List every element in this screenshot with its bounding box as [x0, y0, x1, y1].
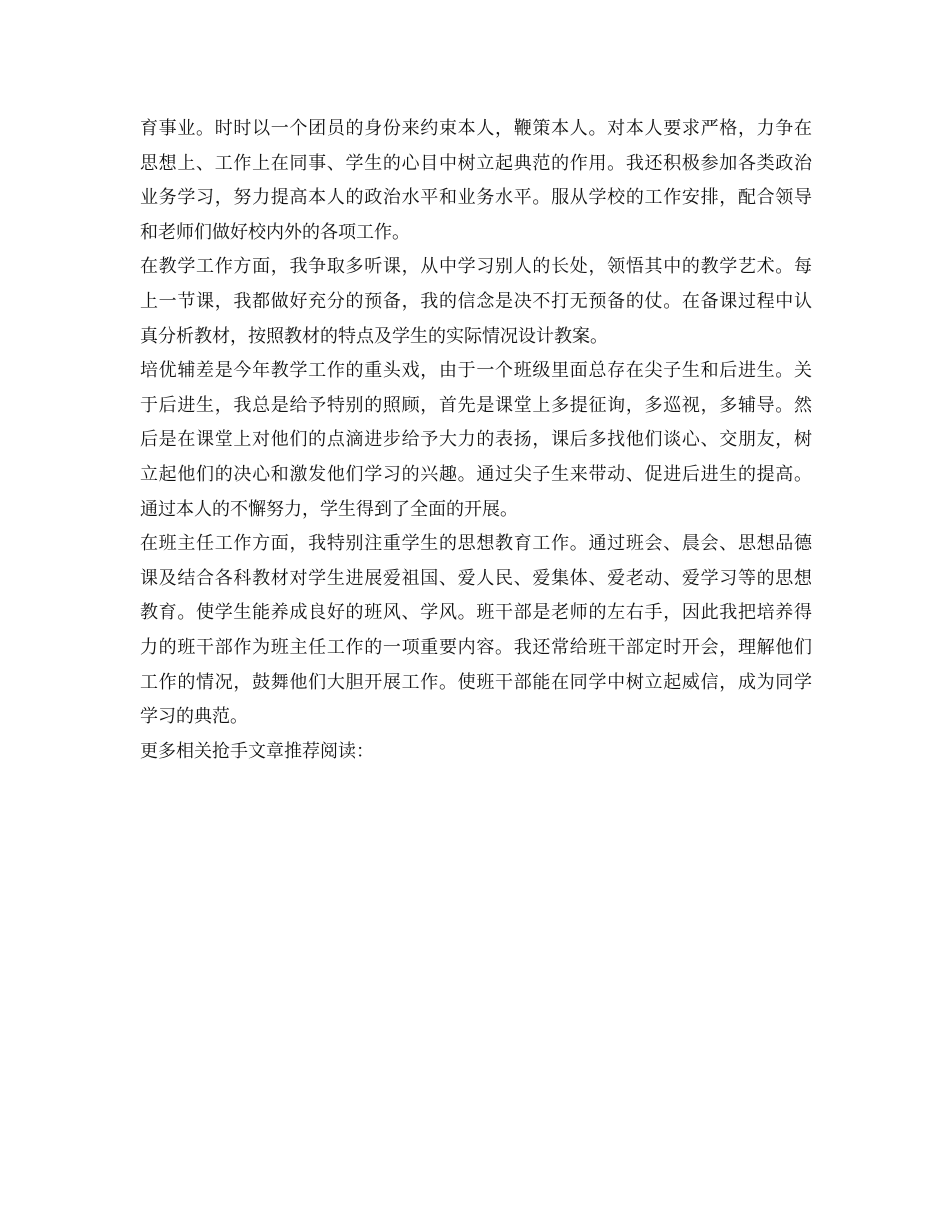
paragraph-line: 工作的情况，鼓舞他们大胆开展工作。使班干部能在同学中树立起威信，成为同学 — [140, 671, 812, 693]
paragraph-line: 思想上、工作上在同事、学生的心目中树立起典范的作用。我还积极参加各类政治 — [140, 152, 812, 174]
paragraph-line: 培优辅差是今年教学工作的重头戏，由于一个班级里面总存在尖子生和后进生。关 — [140, 360, 812, 382]
paragraph-line: 于后进生，我总是给予特别的照顾，首先是课堂上多提征询，多巡视，多辅导。然 — [140, 394, 812, 416]
paragraph-class-teacher — [140, 527, 812, 735]
paragraph-tutoring — [140, 354, 812, 527]
paragraph-line: 真分析教材，按照教材的特点及学生的实际情况设计教案。 — [140, 325, 608, 347]
paragraph-line: 在班主任工作方面，我特别注重学生的思想教育工作。通过班会、晨会、思想品德 — [140, 533, 812, 555]
paragraph-line: 育事业。时时以一个团员的身份来约束本人，鞭策本人。对本人要求严格，力争在 — [140, 118, 812, 139]
paragraph-line: 学习的典范。 — [140, 706, 248, 728]
paragraph-line: 上一节课，我都做好充分的预备，我的信念是决不打无预备的仗。在备课过程中认 — [140, 290, 812, 312]
paragraph-line: 力的班干部作为班主任工作的一项重要内容。我还常给班干部定时开会，理解他们 — [140, 636, 812, 658]
paragraph-line: 业务学习，努力提高本人的政治水平和业务水平。服从学校的工作安排，配合领导 — [140, 187, 812, 209]
paragraph-line: 教育。使学生能养成良好的班风、学风。班干部是老师的左右手，因此我把培养得 — [140, 602, 812, 624]
paragraph-line: 和老师们做好校内外的各项工作。 — [140, 221, 410, 243]
related-reading-heading: 更多相关抢手文章推荐阅读： — [140, 740, 374, 762]
paragraph-related-reading — [140, 735, 812, 770]
paragraph-line: 后是在课堂上对他们的点滴进步给予大力的表扬，课后多找他们谈心、交朋友，树 — [140, 429, 812, 451]
paragraph-line: 在教学工作方面，我争取多听课，从中学习别人的长处，领悟其中的教学艺术。每 — [140, 256, 812, 278]
paragraph-line: 课及结合各科教材对学生进展爱祖国、爱人民、爱集体、爱老动、爱学习等的思想 — [140, 567, 812, 589]
paragraph-party-conduct — [140, 112, 812, 250]
paragraph-line: 立起他们的决心和激发他们学习的兴趣。通过尖子生来带动、促进后进生的提高。 — [140, 463, 812, 485]
paragraph-teaching-work — [140, 250, 812, 354]
paragraph-line: 通过本人的不懈努力，学生得到了全面的开展。 — [140, 498, 518, 520]
document-body — [140, 112, 812, 769]
